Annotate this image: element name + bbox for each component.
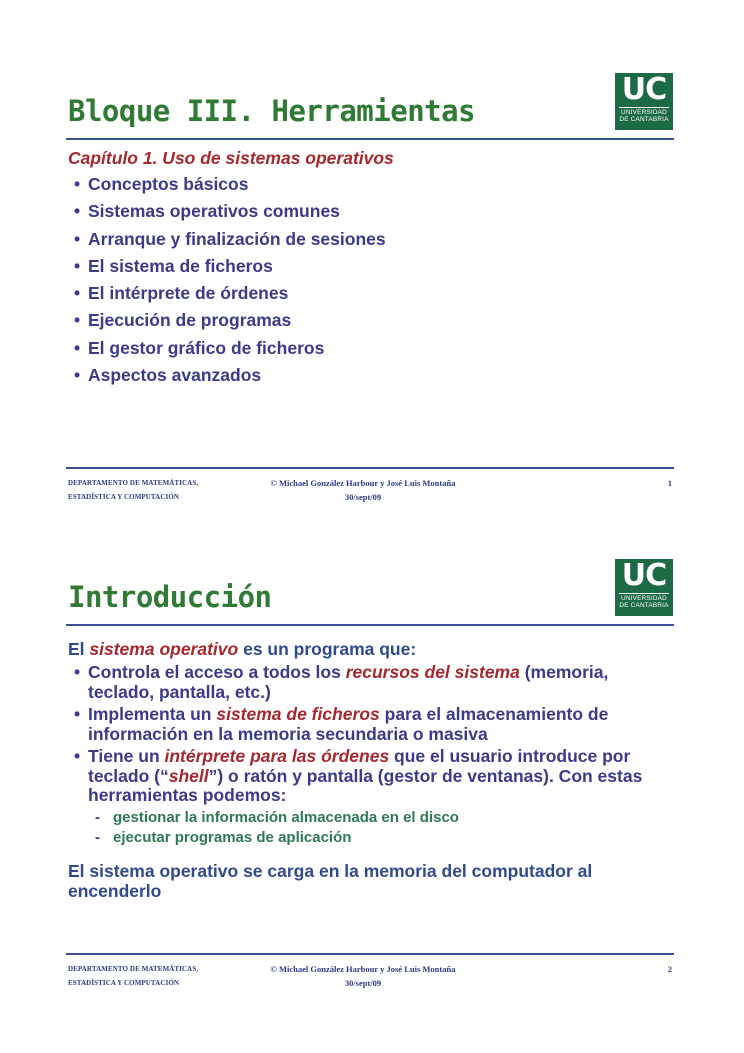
list-item: • Conceptos básicos: [68, 171, 672, 198]
item-emphasis: recursos del sistema: [345, 662, 520, 682]
item-emphasis: shell: [168, 765, 209, 786]
item-text: que el usuario introduce por teclado (“: [88, 746, 631, 786]
page-number: 2: [667, 964, 672, 974]
footer-divider: [66, 467, 674, 469]
logo-divider: [619, 107, 669, 108]
slide-2: [0, 530, 744, 1000]
item-text: Tiene un: [88, 746, 165, 766]
footer-date: 30/sept/09: [344, 978, 382, 988]
list-item: • El gestor gráfico de ficheros: [68, 335, 672, 362]
logo-line-1: UNIVERSIDAD: [621, 595, 667, 602]
list-item: • El sistema de ficheros: [68, 253, 672, 280]
item-emphasis: intérprete para las órdenes: [164, 746, 390, 766]
lead-text: El: [68, 639, 90, 659]
closing-statement: El sistema operativo se carga en la memoria del computador al encenderlo: [68, 860, 593, 901]
footer-authors: © Michael González Harbour y José Luis Montaña: [270, 478, 456, 488]
footer-authors: © Michael González Harbour y José Luis Montaña: [270, 964, 456, 974]
logo-line-2: DE CANTABRIA: [619, 116, 669, 124]
university-logo: [615, 559, 673, 616]
logo-mark: UC: [621, 558, 667, 593]
topic-list: [68, 171, 672, 389]
list-item: • Aspectos avanzados: [68, 362, 672, 389]
page-number: 1: [667, 478, 672, 488]
logo-divider: [619, 593, 669, 594]
item-text: (memoria, teclado, pantalla, etc.): [88, 662, 609, 702]
footer-credits: [68, 476, 658, 504]
lead-text: es un programa que:: [238, 639, 417, 659]
item-emphasis: sistema de ficheros: [216, 704, 380, 724]
sub-item: - ejecutar programas de aplicación: [88, 828, 672, 849]
slide-content: [68, 148, 672, 389]
logo-line-2: DE CANTABRIA: [619, 602, 669, 610]
title-divider: [66, 138, 674, 140]
item-text: para el almacenamiento de información en la memoria secundaria o masiva: [88, 704, 609, 744]
footer-dept-line-1: DEPARTAMENTO DE MATEMÁTICAS,: [68, 965, 199, 973]
slide-title: Introducción: [68, 580, 272, 614]
list-item: • Arranque y finalización de sesiones: [68, 226, 672, 253]
list-item: • Sistemas operativos comunes: [68, 198, 672, 225]
list-item: [68, 663, 672, 702]
title-divider: [66, 624, 674, 626]
sub-item: - gestionar la información almacenada en el disco: [88, 808, 672, 829]
slide-1: [0, 44, 744, 514]
list-item: [68, 705, 672, 744]
footer-dept-line-2: ESTADÍSTICA Y COMPUTACIÓN: [68, 979, 180, 987]
university-logo: [615, 73, 673, 130]
item-text: Controla el acceso a todos los: [88, 662, 346, 682]
footer-divider: [66, 953, 674, 955]
logo-line-1: UNIVERSIDAD: [621, 109, 667, 116]
list-item: [68, 747, 672, 849]
feature-list: [68, 663, 672, 849]
footer-dept-line-1: DEPARTAMENTO DE MATEMÁTICAS,: [68, 479, 199, 487]
logo-mark: UC: [621, 72, 667, 107]
slide-content: [68, 638, 672, 901]
sub-list: [88, 808, 672, 849]
footer-dept-line-2: ESTADÍSTICA Y COMPUTACIÓN: [68, 493, 180, 501]
footer-date: 30/sept/09: [344, 492, 382, 502]
footer-credits: [68, 962, 658, 990]
lead-emphasis: sistema operativo: [89, 639, 239, 659]
slide-footer: [68, 476, 672, 506]
item-text: ”) o ratón y pantalla (gestor de ventanas). Con estas herramientas podemos:: [88, 765, 643, 805]
intro-lead: [68, 638, 672, 660]
slide-title: Bloque III. Herramientas: [68, 94, 476, 128]
item-text: Implementa un: [88, 704, 217, 724]
list-item: • El intérprete de órdenes: [68, 280, 672, 307]
list-item: • Ejecución de programas: [68, 307, 672, 334]
chapter-subtitle: Capítulo 1. Uso de sistemas operativos: [68, 148, 394, 168]
slide-footer: [68, 962, 672, 992]
